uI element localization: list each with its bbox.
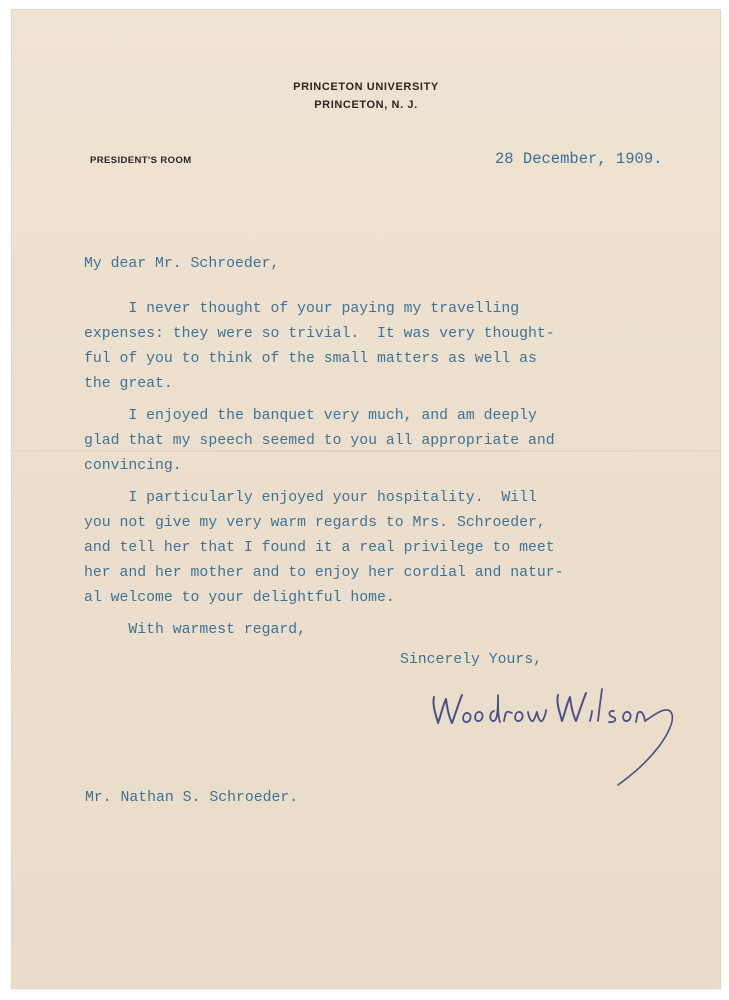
- body-line: I enjoyed the banquet very much, and am deeply: [84, 408, 537, 424]
- body-line: With warmest regard,: [84, 622, 306, 638]
- signature-icon: [412, 675, 682, 795]
- signature: [412, 675, 682, 795]
- letterhead-location: PRINCETON, N. J.: [314, 99, 418, 111]
- addressee: Mr. Nathan S. Schroeder.: [85, 790, 299, 806]
- letterhead-institution: PRINCETON UNIVERSITY: [293, 81, 439, 93]
- body-line: glad that my speech seemed to you all appropriate and: [84, 433, 555, 449]
- body-line: al welcome to your delightful home.: [84, 590, 395, 606]
- body-line: I never thought of your paying my travelling: [84, 301, 520, 317]
- body-line: and tell her that I found it a real privilege to meet: [84, 540, 555, 556]
- letter-sheet: [12, 10, 720, 988]
- letterhead-room: PRESIDENT'S ROOM: [90, 155, 192, 166]
- complimentary-closing: Sincerely Yours,: [400, 652, 543, 668]
- body-line: I particularly enjoyed your hospitality. Will: [84, 490, 537, 506]
- body-line: expenses: they were so trivial. It was very thought-: [84, 326, 555, 342]
- letter-date: 28 December, 1909.: [495, 150, 663, 168]
- body-line: you not give my very warm regards to Mrs. Schroeder,: [84, 515, 546, 531]
- body-line: her and her mother and to enjoy her cordial and natur-: [84, 565, 564, 581]
- letter-body: [84, 256, 704, 676]
- body-line: convincing.: [84, 458, 182, 474]
- body-line: the great.: [84, 376, 173, 392]
- letterhead: [12, 78, 720, 114]
- salutation: My dear Mr. Schroeder,: [84, 256, 280, 272]
- body-line: ful of you to think of the small matters as well as: [84, 351, 537, 367]
